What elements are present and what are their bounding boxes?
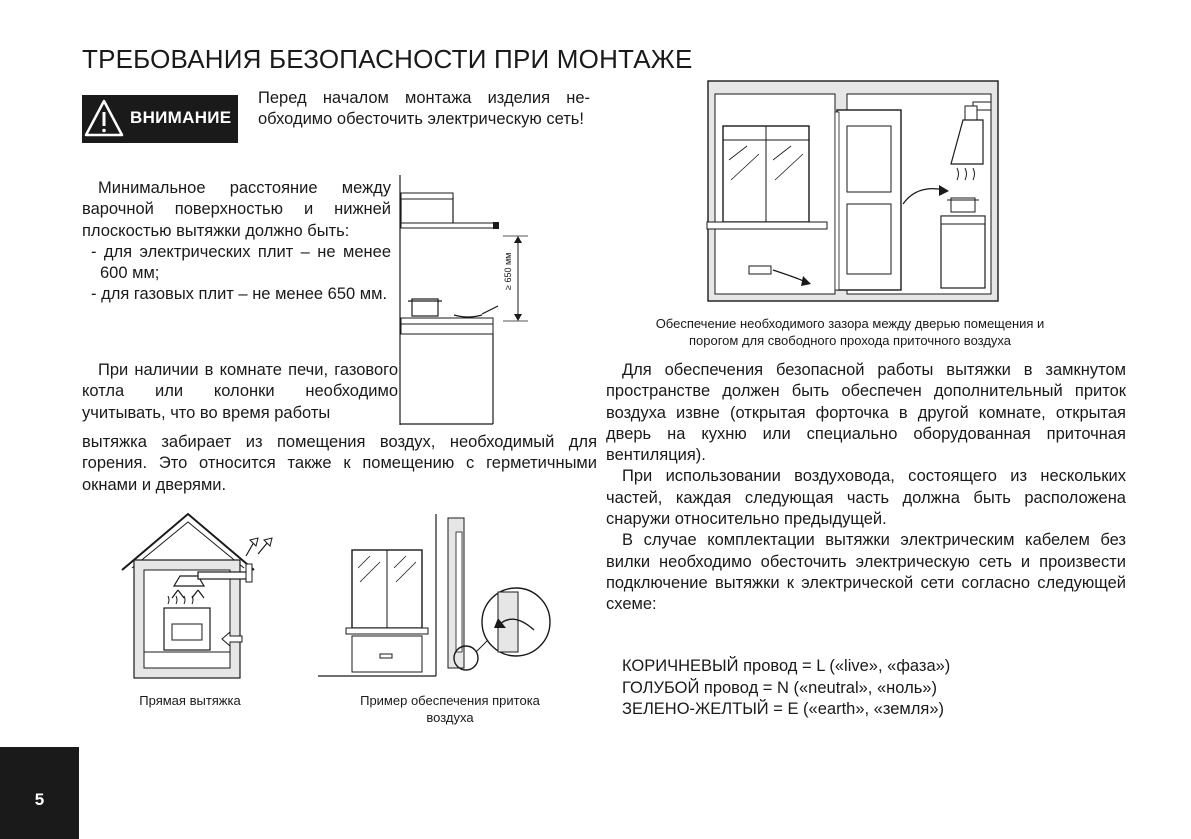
distance-dimension-label: ≥ 650 мм xyxy=(503,252,513,290)
duct-paragraph: При использовании воздуховода, состоящего из нескольких частей, каждая следующая часть должна быть расположена снаружи относительно предыдущей. xyxy=(606,467,1126,529)
warning-badge xyxy=(82,95,238,143)
caption-door-gap: Обеспечение необходимого зазора между дверью помещения и порогом для свободного прохода приточного воздуха xyxy=(655,316,1045,348)
wiring-green-yellow: ЗЕЛЕНО-ЖЕЛТЫЙ = E («earth», «земля») xyxy=(622,700,944,718)
wiring-brown: КОРИЧНЕВЫЙ провод = L («live», «фаза») xyxy=(622,657,951,675)
right-column xyxy=(606,360,1126,616)
stove-paragraph-part2 xyxy=(82,432,597,496)
page-title: ТРЕБОВАНИЯ БЕЗОПАСНОСТИ ПРИ МОНТАЖЕ xyxy=(82,44,693,74)
door-gap-diagram xyxy=(707,80,999,302)
warning-badge-label: ВНИМАНИЕ xyxy=(130,108,232,127)
distance-bullet-electric: - для электрических плит – не менее 600 мм; xyxy=(91,242,391,283)
stove-text-1: При наличии в комнате печи, газового котла или колонки необходимо учитывать, что во время работы xyxy=(82,361,398,422)
hood-distance-diagram xyxy=(398,175,538,425)
stove-text-2: вытяжка забирает из помещения воздух, необходимый для горения. Это относится также к помещению с герметичными окнами и дверями. xyxy=(82,433,597,494)
warning-text: Перед началом монтажа изделия не-обходимо обесточить электрическую сеть! xyxy=(258,89,590,128)
distance-intro: Минимальное расстояние между варочной поверхностью и нижней плоскостью вытяжки должно быть: xyxy=(82,179,391,240)
wiring-blue: ГОЛУБОЙ провод = N («neutral», «ноль») xyxy=(622,678,937,697)
distance-bullet-gas: - для газовых плит – не менее 650 мм. xyxy=(91,285,388,304)
caption-air-inflow: Пример обеспечения притока воздуха xyxy=(360,693,540,725)
wiring-scheme xyxy=(622,656,1122,721)
ventilation-paragraph: Для обеспечения безопасной работы вытяжки в замкнутом пространстве должен быть обеспечен дополнительный приток воздуха извне (открытая форточка в другой комнате, открытая дверь на кухню или специально оборудованная приточная вентиляция). xyxy=(606,361,1126,465)
distance-block xyxy=(82,178,391,306)
page-number: 5 xyxy=(34,790,45,809)
caption-direct-hood: Прямая вытяжка xyxy=(139,693,241,708)
stove-paragraph-part1 xyxy=(82,360,398,424)
direct-hood-diagram xyxy=(118,512,273,682)
air-inflow-diagram xyxy=(318,512,548,682)
cable-paragraph: В случае комплектации вытяжки электрическим кабелем без вилки необходимо обесточить электрическую сеть и произвести подключение вытяжки к электрической сети согласно следующей схеме: xyxy=(606,531,1126,614)
